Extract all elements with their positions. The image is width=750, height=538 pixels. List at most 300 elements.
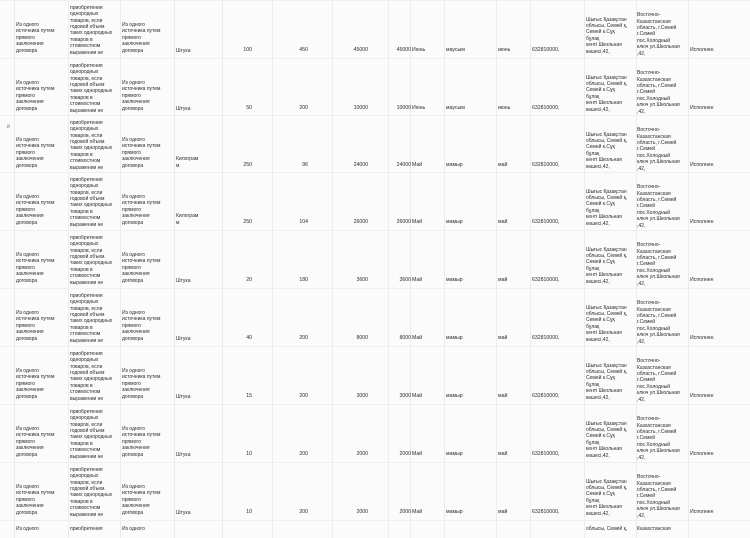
table-row <box>0 230 750 287</box>
address-kz-cell-line: Шығыс Қазақстан <box>586 362 627 369</box>
procurement-method-kz-cell-line: Из одного <box>122 367 145 374</box>
unit-cell-line: Штука <box>176 509 191 516</box>
address-kz-cell-line: бұлақ <box>586 35 600 42</box>
kato-code-cell: 632810000, <box>532 450 560 457</box>
total-sum-cell: 26000 <box>396 218 411 225</box>
procurement-method-kz-cell-line: заключения <box>122 329 150 336</box>
procurement-method-kz-cell-line: источника путем <box>122 200 161 207</box>
procurement-reason-cell-line: выражении не <box>70 279 104 286</box>
procurement-reason-cell-line: товаров в <box>70 382 93 389</box>
procurement-reason-cell <box>70 526 103 532</box>
table-row <box>0 404 750 461</box>
procurement-reason-cell <box>70 351 112 402</box>
delivery-address-cell <box>637 242 680 287</box>
procurement-method-cell <box>16 137 54 169</box>
month-alt-cell: май <box>498 218 508 225</box>
procurement-reason-cell-line: выражении не <box>70 453 104 460</box>
status-cell: Исполнен <box>690 392 714 399</box>
procurement-reason-cell-line: таких однородных <box>70 376 113 383</box>
status-cell: Исполнен <box>690 508 714 515</box>
procurement-method-kz-cell-line: договора <box>122 451 144 458</box>
month-ru-cell: Май <box>412 161 423 168</box>
address-kz-cell-line: Семей к.Сұқ <box>586 491 615 498</box>
month-ru-cell: Май <box>412 276 423 283</box>
procurement-reason-cell-line: таких однородных <box>70 492 113 499</box>
quantity-cell: 10 <box>246 508 252 515</box>
procurement-method-cell-line: заключения <box>16 41 44 48</box>
address-kz-cell-line: Семей к.Сұқ <box>586 87 615 94</box>
address-kz-cell-line: облысы, Семей қ, <box>586 137 628 144</box>
delivery-address-cell <box>637 358 680 403</box>
procurement-reason-cell <box>70 5 112 56</box>
delivery-address-cell-line: ,42, <box>637 108 646 115</box>
address-kz-cell-line: бұлақ <box>586 439 600 446</box>
delivery-address-cell-line: пос.Холодный <box>637 383 671 390</box>
address-kz-cell-line: бұлақ <box>586 323 600 330</box>
unit-cell-line: Килограм <box>176 156 199 163</box>
quantity-cell: 100 <box>243 46 252 53</box>
procurement-method-kz-cell-line: договора <box>122 47 144 54</box>
delivery-address-cell-line: Казахстанская <box>637 190 671 197</box>
procurement-method-cell-line: договора <box>16 47 38 54</box>
planned-sum-cell: 8000 <box>356 334 368 341</box>
procurement-reason-cell-line: однородных <box>70 183 99 190</box>
procurement-method-cell-line: источника путем <box>16 200 55 207</box>
address-kz-cell-line: облысы, Семей қ, <box>586 80 628 87</box>
procurement-method-kz-cell <box>122 426 160 458</box>
quantity-cell: 250 <box>243 218 252 225</box>
procurement-method-cell-line: Из одного <box>16 525 39 532</box>
address-kz-cell-line: бұлақ <box>586 93 600 100</box>
planned-sum-cell: 24000 <box>353 161 368 168</box>
address-kz-cell-line: Семей к.Сұқ <box>586 375 615 382</box>
delivery-address-cell-line: Восточно- <box>637 12 661 19</box>
delivery-address-cell-line: Казахстанская <box>637 525 671 532</box>
procurement-reason-cell <box>70 235 112 286</box>
procurement-method-cell-line: источника путем <box>16 374 55 381</box>
month-ru-cell: Май <box>412 334 423 341</box>
procurement-method-kz-cell-line: прямого <box>122 322 141 329</box>
unit-cell <box>176 48 191 54</box>
procurement-reason-cell-line: выражении не <box>70 337 104 344</box>
delivery-address-cell-line: Казахстанская <box>637 76 671 83</box>
procurement-reason-cell-line: выражении не <box>70 221 104 228</box>
procurement-method-cell-line: источника путем <box>16 143 55 150</box>
delivery-address-cell <box>637 526 671 532</box>
kato-code-cell: 632810000, <box>532 334 560 341</box>
procurement-method-cell-line: источника путем <box>16 432 55 439</box>
unit-cell <box>176 394 191 400</box>
procurement-reason-cell-line: товаров, если <box>70 247 103 254</box>
delivery-address-cell-line: область, г.Семей <box>637 486 677 493</box>
address-kz-cell-line: көшесі,42, <box>586 163 610 170</box>
procurement-method-kz-cell-line: договора <box>122 509 144 516</box>
procurement-method-cell-line: договора <box>16 509 38 516</box>
address-kz-cell-line: Шығыс Қазақстан <box>586 478 627 485</box>
address-kz-cell-line: бұлақ <box>586 207 600 214</box>
procurement-method-kz-cell-line: заключения <box>122 213 150 220</box>
procurement-reason-cell <box>70 409 112 460</box>
delivery-address-cell-line: Казахстанская <box>637 18 671 25</box>
delivery-address-cell-line: пос.Холодный <box>637 499 671 506</box>
status-cell: Исполнен <box>690 276 714 283</box>
procurement-method-cell-line: заключения <box>16 99 44 106</box>
address-kz-cell-line: Семей к.Сұқ <box>586 201 615 208</box>
status-cell: Исполнен <box>690 104 714 111</box>
procurement-reason-cell-line: стоимостном <box>70 43 101 50</box>
procurement-reason-cell-line: товаров, если <box>70 305 103 312</box>
procurement-method-kz-cell <box>122 194 160 226</box>
table-row <box>0 115 750 172</box>
procurement-method-kz-cell-line: Из одного <box>122 425 145 432</box>
address-kz-cell <box>586 132 627 170</box>
unit-cell <box>176 510 191 516</box>
unit-cell <box>176 452 191 458</box>
procurement-method-cell-line: прямого <box>16 92 35 99</box>
address-kz-cell <box>586 479 627 517</box>
month-ru-cell: Июнь <box>412 46 426 53</box>
procurement-method-cell <box>16 484 54 516</box>
delivery-address-cell-line: г.Семей <box>637 435 656 442</box>
status-cell: Исполнен <box>690 334 714 341</box>
address-kz-cell <box>586 421 627 459</box>
procurement-reason-cell-line: таких однородных <box>70 260 113 267</box>
procurement-reason-cell-line: годовой объем <box>70 369 105 376</box>
delivery-address-cell-line: ,42, <box>637 50 646 57</box>
procurement-method-kz-cell-line: заключения <box>122 387 150 394</box>
procurement-reason-cell <box>70 293 112 344</box>
address-kz-cell <box>586 17 627 55</box>
procurement-reason-cell-line: стоимостном <box>70 505 101 512</box>
procurement-method-cell <box>16 22 54 54</box>
procurement-method-cell-line: Из одного <box>16 21 39 28</box>
procurement-reason-cell-line: годовой объем <box>70 485 105 492</box>
procurement-reason-cell <box>70 120 112 171</box>
procurement-method-cell-line: источника путем <box>16 316 55 323</box>
procurement-method-kz-cell-line: заключения <box>122 271 150 278</box>
procurement-method-cell <box>16 80 54 112</box>
procurement-reason-cell-line: годовой объем <box>70 23 105 30</box>
procurement-reason-cell-line: приобретения <box>70 525 103 532</box>
procurement-method-cell-line: заключения <box>16 329 44 336</box>
procurement-reason-cell-line: таких однородных <box>70 202 113 209</box>
total-sum-cell: 10000 <box>396 104 411 111</box>
procurement-reason-cell-line: однородных <box>70 299 99 306</box>
unit-cell-line: Штука <box>176 47 191 54</box>
procurement-method-kz-cell <box>122 80 160 112</box>
procurement-reason-cell-line: выражении не <box>70 395 104 402</box>
procurement-method-cell-line: Из одного <box>16 193 39 200</box>
kato-code-cell: 632810000, <box>532 161 560 168</box>
month-kz-cell: маусым <box>446 104 465 111</box>
address-kz-cell-line: бұлақ <box>586 497 600 504</box>
kato-code-cell: 632810000, <box>532 218 560 225</box>
address-kz-cell-line: бұлақ <box>586 381 600 388</box>
unit-price-cell: 200 <box>299 450 308 457</box>
procurement-method-kz-cell-line: заключения <box>122 99 150 106</box>
address-kz-cell-line: бұлақ <box>586 150 600 157</box>
address-kz-cell-line: көшесі,42, <box>586 510 610 517</box>
address-kz-cell-line: Шығыс Қазақстан <box>586 16 627 23</box>
procurement-method-cell-line: прямого <box>16 206 35 213</box>
procurement-method-cell-line: Из одного <box>16 367 39 374</box>
procurement-reason-cell-line: годовой объем <box>70 427 105 434</box>
address-kz-cell-line: көшесі,42, <box>586 48 610 55</box>
quantity-cell: 40 <box>246 334 252 341</box>
procurement-method-cell-line: прямого <box>16 496 35 503</box>
procurement-reason-cell-line: товаров, если <box>70 421 103 428</box>
procurement-method-kz-cell-line: заключения <box>122 41 150 48</box>
procurement-method-kz-cell-line: прямого <box>122 438 141 445</box>
planned-sum-cell: 45000 <box>353 46 368 53</box>
procurement-method-cell-line: заключения <box>16 503 44 510</box>
procurement-method-kz-cell-line: источника путем <box>122 143 161 150</box>
procurement-method-kz-cell-line: договора <box>122 162 144 169</box>
status-cell: Исполнен <box>690 450 714 457</box>
kato-code-cell: 632810000, <box>532 104 560 111</box>
address-kz-cell-line: кенті Школьная <box>586 504 622 511</box>
unit-price-cell: 104 <box>299 218 308 225</box>
delivery-address-cell-line: область, г.Семей <box>637 196 677 203</box>
month-alt-cell: май <box>498 392 508 399</box>
total-sum-cell: 2000 <box>399 450 411 457</box>
procurement-method-kz-cell-line: Из одного <box>122 525 145 532</box>
delivery-address-cell-line: Восточно- <box>637 358 661 365</box>
delivery-address-cell-line: ключ ул.Школьная <box>637 159 680 166</box>
procurement-method-cell-line: прямого <box>16 322 35 329</box>
procurement-method-cell-line: прямого <box>16 264 35 271</box>
delivery-address-cell-line: ключ ул.Школьная <box>637 216 680 223</box>
procurement-reason-cell-line: годовой объем <box>70 253 105 260</box>
procurement-reason-cell-line: товаров, если <box>70 17 103 24</box>
procurement-reason-cell-line: товаров, если <box>70 363 103 370</box>
procurement-reason-cell <box>70 63 112 114</box>
planned-sum-cell: 26000 <box>353 218 368 225</box>
procurement-reason-cell-line: однородных <box>70 126 99 133</box>
delivery-address-cell-line: ключ ул.Школьная <box>637 390 680 397</box>
procurement-reason-cell-line: товаров в <box>70 440 93 447</box>
procurement-reason-cell-line: приобретения <box>70 466 103 473</box>
procurement-method-kz-cell-line: договора <box>122 219 144 226</box>
procurement-method-kz-cell-line: источника путем <box>122 86 161 93</box>
procurement-method-cell-line: прямого <box>16 149 35 156</box>
table-row <box>0 462 750 519</box>
kato-code-cell: 632810000, <box>532 508 560 515</box>
status-cell: Исполнен <box>690 161 714 168</box>
procurement-method-kz-cell-line: прямого <box>122 206 141 213</box>
procurement-method-kz-cell <box>122 484 160 516</box>
address-kz-cell-line: Семей к.Сұқ <box>586 144 615 151</box>
address-kz-cell-line: кенті Школьная <box>586 42 622 49</box>
address-kz-cell <box>586 75 627 113</box>
delivery-address-cell-line: г.Семей <box>637 203 656 210</box>
delivery-address-cell-line: ключ ул.Школьная <box>637 44 680 51</box>
address-kz-cell-line: облысы, Семей қ, <box>586 22 628 29</box>
planned-sum-cell: 3600 <box>356 276 368 283</box>
procurement-reason-cell-line: товаров, если <box>70 75 103 82</box>
total-sum-cell: 2000 <box>399 508 411 515</box>
address-kz-cell-line: Шығыс Қазақстан <box>586 420 627 427</box>
procurement-method-kz-cell-line: договора <box>122 335 144 342</box>
procurement-method-cell-line: договора <box>16 451 38 458</box>
procurement-method-cell-line: заключения <box>16 445 44 452</box>
procurement-reason-cell-line: однородных <box>70 415 99 422</box>
unit-cell-line: Килограм <box>176 213 199 220</box>
procurement-method-kz-cell-line: договора <box>122 393 144 400</box>
delivery-address-cell-line: пос.Холодный <box>637 95 671 102</box>
procurement-method-cell-line: заключения <box>16 213 44 220</box>
address-kz-cell-line: көшесі,42, <box>586 336 610 343</box>
procurement-method-kz-cell-line: Из одного <box>122 483 145 490</box>
unit-cell-line: м <box>176 219 180 226</box>
procurement-method-cell-line: Из одного <box>16 136 39 143</box>
total-sum-cell: 24000 <box>396 161 411 168</box>
address-kz-cell-line: кенті Школьная <box>586 330 622 337</box>
procurement-method-kz-cell-line: прямого <box>122 380 141 387</box>
delivery-address-cell-line: ключ ул.Школьная <box>637 506 680 513</box>
month-kz-cell: мамыр <box>446 218 463 225</box>
table-row <box>0 58 750 115</box>
address-kz-cell-line: бұлақ <box>586 265 600 272</box>
planned-sum-cell: 3000 <box>356 392 368 399</box>
delivery-address-cell-line: пос.Холодный <box>637 267 671 274</box>
month-ru-cell: Май <box>412 450 423 457</box>
delivery-address-cell-line: ,42, <box>637 454 646 461</box>
procurement-method-kz-cell <box>122 526 145 532</box>
procurement-reason-cell-line: товаров в <box>70 151 93 158</box>
procurement-method-kz-cell-line: прямого <box>122 92 141 99</box>
month-ru-cell: Июнь <box>412 104 426 111</box>
delivery-address-cell-line: область, г.Семей <box>637 312 677 319</box>
total-sum-cell: 45000 <box>396 46 411 53</box>
address-kz-cell-line: кенті Школьная <box>586 157 622 164</box>
delivery-address-cell-line: ,42, <box>637 165 646 172</box>
month-alt-cell: июнь <box>498 46 511 53</box>
procurement-method-cell <box>16 310 54 342</box>
procurement-method-kz-cell-line: договора <box>122 105 144 112</box>
procurement-reason-cell-line: приобретения <box>70 350 103 357</box>
delivery-address-cell-line: Казахстанская <box>637 480 671 487</box>
procurement-method-cell-line: договора <box>16 393 38 400</box>
total-sum-cell: 3600 <box>399 276 411 283</box>
procurement-reason-cell-line: товаров в <box>70 208 93 215</box>
month-alt-cell: май <box>498 334 508 341</box>
procurement-method-kz-cell-line: Из одного <box>122 193 145 200</box>
procurement-reason-cell-line: однородных <box>70 473 99 480</box>
address-kz-cell-line: облысы, Семей қ, <box>586 484 628 491</box>
procurement-reason-cell-line: таких однородных <box>70 318 113 325</box>
unit-cell-line: Штука <box>176 335 191 342</box>
address-kz-cell-line: облысы, Семей қ, <box>586 525 628 532</box>
table-row <box>0 0 750 57</box>
month-alt-cell: май <box>498 276 508 283</box>
month-kz-cell: мамыр <box>446 508 463 515</box>
address-kz-cell-line: облысы, Семей қ, <box>586 368 628 375</box>
delivery-address-cell-line: Казахстанская <box>637 422 671 429</box>
delivery-address-cell-line: ,42, <box>637 512 646 519</box>
address-kz-cell-line: кенті Школьная <box>586 388 622 395</box>
delivery-address-cell-line: пос.Холодный <box>637 441 671 448</box>
address-kz-cell-line: кенті Школьная <box>586 272 622 279</box>
procurement-method-kz-cell-line: источника путем <box>122 258 161 265</box>
procurement-method-kz-cell-line: источника путем <box>122 28 161 35</box>
kato-code-cell: 632810000, <box>532 276 560 283</box>
delivery-address-cell-line: область, г.Семей <box>637 370 677 377</box>
address-kz-cell-line: көшесі,42, <box>586 452 610 459</box>
month-alt-cell: июнь <box>498 104 511 111</box>
quantity-cell: 20 <box>246 276 252 283</box>
status-cell: Исполнен <box>690 218 714 225</box>
delivery-address-cell-line: г.Семей <box>637 377 656 384</box>
unit-cell-line: Штука <box>176 105 191 112</box>
procurement-method-kz-cell-line: источника путем <box>122 432 161 439</box>
address-kz-cell-line: Семей к.Сұқ <box>586 259 615 266</box>
procurement-reason-cell-line: годовой объем <box>70 311 105 318</box>
address-kz-cell-line: облысы, Семей қ, <box>586 426 628 433</box>
address-kz-cell-line: облысы, Семей қ, <box>586 252 628 259</box>
kato-code-cell: 632810000, <box>532 392 560 399</box>
table-row <box>0 172 750 229</box>
unit-cell-line: Штука <box>176 277 191 284</box>
procurement-reason-cell-line: приобретения <box>70 176 103 183</box>
month-kz-cell: мамыр <box>446 392 463 399</box>
procurement-method-cell-line: источника путем <box>16 86 55 93</box>
procurement-reason-cell-line: годовой объем <box>70 195 105 202</box>
procurement-reason-cell-line: таких однородных <box>70 30 113 37</box>
procurement-method-kz-cell <box>122 137 160 169</box>
unit-cell <box>176 278 191 284</box>
procurement-method-kz-cell-line: договора <box>122 277 144 284</box>
delivery-address-cell-line: ,42, <box>637 222 646 229</box>
procurement-method-cell-line: Из одного <box>16 483 39 490</box>
delivery-address-cell <box>637 300 680 345</box>
procurement-method-cell-line: Из одного <box>16 425 39 432</box>
procurement-method-kz-cell-line: Из одного <box>122 21 145 28</box>
procurement-reason-cell-line: таких однородных <box>70 88 113 95</box>
table-row <box>0 346 750 403</box>
procurement-reason-cell-line: товаров, если <box>70 189 103 196</box>
delivery-address-cell-line: ключ ул.Школьная <box>637 448 680 455</box>
procurement-method-kz-cell-line: заключения <box>122 445 150 452</box>
procurement-method-cell-line: договора <box>16 162 38 169</box>
quantity-cell: 50 <box>246 104 252 111</box>
procurement-reason-cell-line: товаров в <box>70 94 93 101</box>
procurement-reason-cell-line: приобретения <box>70 62 103 69</box>
procurement-reason-cell-line: выражении не <box>70 107 104 114</box>
unit-price-cell: 200 <box>299 508 308 515</box>
month-ru-cell: Май <box>412 508 423 515</box>
address-kz-cell-line: Семей к.Сұқ <box>586 433 615 440</box>
procurement-reason-cell-line: стоимостном <box>70 215 101 222</box>
unit-price-cell: 180 <box>299 276 308 283</box>
delivery-address-cell-line: область, г.Семей <box>637 254 677 261</box>
delivery-address-cell-line: область, г.Семей <box>637 139 677 146</box>
month-kz-cell: мамыр <box>446 450 463 457</box>
delivery-address-cell-line: Восточно- <box>637 300 661 307</box>
unit-cell-line: Штука <box>176 451 191 458</box>
procurement-reason-cell-line: однородных <box>70 357 99 364</box>
procurement-method-cell-line: заключения <box>16 156 44 163</box>
total-sum-cell: 8000 <box>399 334 411 341</box>
unit-price-cell: 200 <box>299 392 308 399</box>
procurement-reason-cell-line: таких однородных <box>70 145 113 152</box>
procurement-reason-cell <box>70 467 112 518</box>
delivery-address-cell-line: Казахстанская <box>637 133 671 140</box>
month-kz-cell: мамыр <box>446 276 463 283</box>
procurement-method-cell-line: договора <box>16 335 38 342</box>
month-alt-cell: май <box>498 161 508 168</box>
procurement-method-cell-line: заключения <box>16 271 44 278</box>
